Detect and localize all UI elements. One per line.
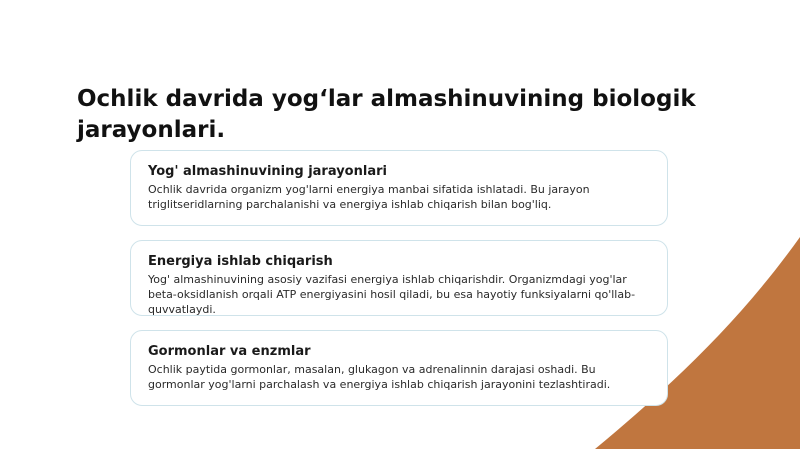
card-heading: Gormonlar va enzmlar xyxy=(148,344,311,359)
info-card-lipid-metabolism xyxy=(130,150,668,226)
card-text: Ochlik paytida gormonlar, masalan, glukagon va adrenalinnin darajasi oshadi. Bu gormonlar yog'larni parchalash va energiya ishlab chiqarish jarayonini tezlashtiradi. xyxy=(148,363,611,391)
card-text: Yog' almashinuvining asosiy vazifasi energiya ishlab chiqarishdir. Organizmdagi yog'lar beta-oksidlanish orqali ATP energiyasini hosil qiladi, bu esa hayotiy funksiyalarni qo'llab-quvvatlaydi. xyxy=(148,273,636,316)
card-text: Ochlik davrida organizm yog'larni energiya manbai sifatida ishlatadi. Bu jarayon triglitseridlarning parchalanishi va energiya ishlab chiqarish bilan bog'liq. xyxy=(148,183,590,211)
info-card-energy-production xyxy=(130,240,668,316)
info-card-hormones-enzymes xyxy=(130,330,668,406)
card-heading: Yog' almashinuvining jarayonlari xyxy=(148,164,387,179)
slide-title: Ochlik davrida yog‘lar almashinuvining biologik jarayonlari. xyxy=(77,86,696,143)
card-heading: Energiya ishlab chiqarish xyxy=(148,254,333,269)
